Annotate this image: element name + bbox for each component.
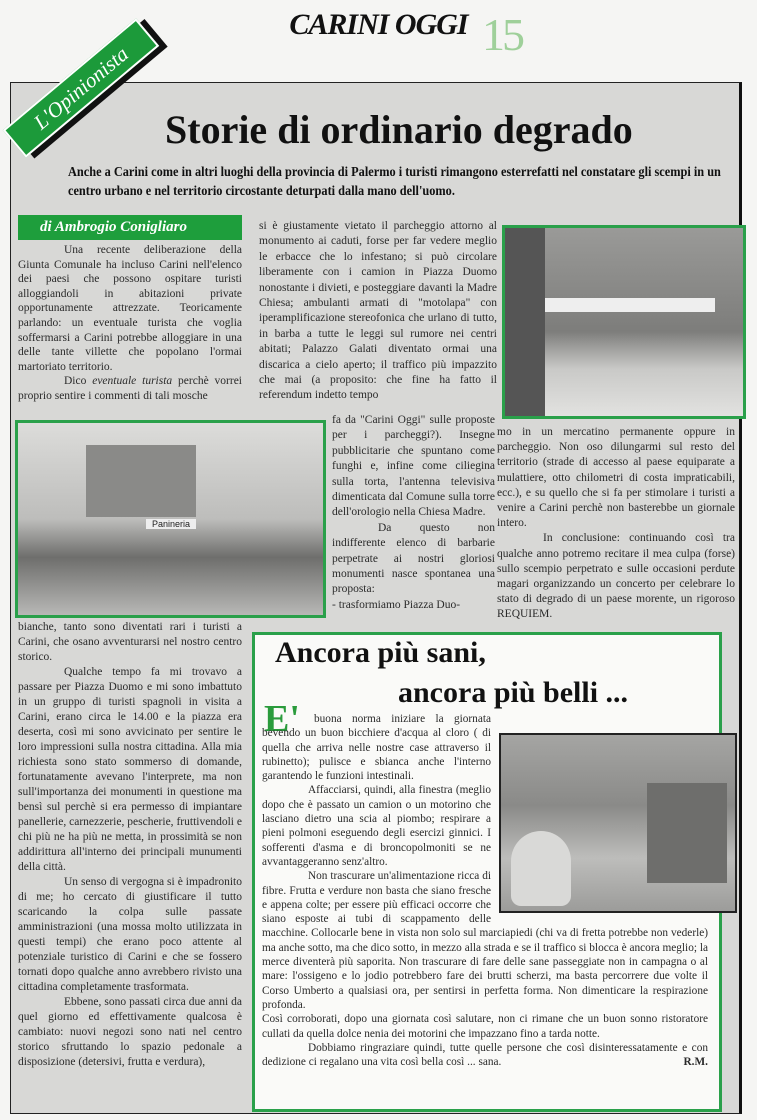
shop-sign: Panineria — [146, 519, 196, 529]
italic-text: eventuale turista — [92, 375, 173, 388]
drop-cap: E' — [264, 698, 300, 740]
sidebar-title-line-1: Ancora più sani, — [275, 636, 486, 669]
paragraph: Ebbene, sono passati circa due anni da quel giorno ed effettivamente qualcosa è cambiato: nuovi negozi sono nati nel centro storico sfruttando lo spazio pedonale a disposizione (detersivi, frutta e verdura), — [18, 996, 242, 1068]
paragraph — [262, 1041, 708, 1070]
mosaic-facade — [86, 445, 196, 517]
paragraph: Affacciarsi, quindi, alla finestra (meglio dopo che è passato un camion o un motorino che lasciano dietro una scia al piombo; respirare a pieni polmoni eseguendo degli esercizi ginnici. I sofferenti d'asma e di broncopolmoniti se ne avvantaggeranno senz'altro. — [262, 784, 491, 868]
column-2-top — [259, 219, 497, 404]
page-number: 15 — [482, 9, 522, 60]
paragraph: Da questo non indifferente elenco di barbarie perpetrate ai nostri gloriosi monumenti nasce spontanea una proposta: — [332, 521, 495, 596]
text: perchè vorrei proprio sentire i commenti di tali mosche — [18, 375, 242, 402]
column-3 — [497, 425, 735, 623]
article-subtitle: Anche a Carini come in altri luoghi della provincia di Palermo i turisti rimangono esterrefatti nel constatare gli scempi in un centro urbano e nel territorio circostante deturpati dalla mano dell'uomo. — [68, 165, 721, 199]
byline: di Ambrogio Conigliaro — [18, 215, 242, 240]
sidebar-text — [262, 712, 708, 1069]
paragraph: Non trascurare un'alimentazione ricca di fibre. Frutta e verdure non basta che siano fresche e appena colte; per essere più efficaci occorre che siano esposte ai tubi di scappamento delle macchine. Collocarle bene in vista non solo sul marciapiedi (chi va di fretta potrebbe non vederle) ma anche sotto, ma che dico sotto, in mezzo alla strada e se il traffico si blocca è ancora meglio; la merce diventerà più saporita. Non trascurare di fare delle sane passeggiate non in campagna o al mare: l'ossigeno e lo jodio potrebbero fare dei brutti scherzi, ma basta percorrere due volte il Corso Umberto a qualsiasi ora, per sentirsi in perfetta forma. Non dimenticare la respirazione profonda. — [262, 870, 708, 1011]
text: Dico — [64, 375, 93, 388]
column-1-bottom — [18, 620, 242, 1070]
paragraph: si è giustamente vietato il parcheggio attorno al monumento ai caduti, forse per far vedere meglio le erbacce che lo infestano; si può circolare liberamente con i camion in Piazza Duomo nonostante i divieti, e posteggiare davanti la Madre Chiesa; ambulanti armati di "motolapa" con iperamplificazione stereofonica che urlano di tutto, in barba a tutte le leggi sul rumore nei centri abitati; Palazzo Galati diventato ormai una discarica a cielo aperto; il traffico più impazzito che mai (a proposito: che fine ha fatto il referendum indetto tempo — [259, 220, 497, 402]
paragraph: fa da "Carini Oggi" sulle proposte per i parcheggi?). Insegne pubblicitarie che spuntano come funghi e, infine come ciliegina sulla torta, l'antenna televisiva dimenticata dal Comune sulla torre dell'orologio nella Chiesa Madre. — [332, 414, 495, 519]
market-awning — [525, 298, 715, 312]
paragraph: mo in un mercatino permanente oppure in parcheggio. Non oso dilungarmi sul resto del territorio (strade di accesso al paese equiparate a mulattiere, otto chilometri di costa impraticabili, ecc.), e su quello che si fa per stimolare i turisti a venire a Carini perchè non basterebbe un giornale intero. — [497, 426, 735, 530]
column-1-top — [18, 243, 242, 404]
building — [505, 228, 545, 416]
article-title: Storie di ordinario degrado — [165, 107, 633, 152]
paragraph: Una recente deliberazione della Giunta Comunale ha incluso Carini nell'elenco dei paesi che possono ospitare turisti alloggiandoli in abitazioni private opportunamente attrezzate. Teoricamente parlando: un eventuale turista che voglia soffermarsi a Carini potrebbe alloggiare in una delle tante villette che popolano l'ormai martoriato territorio. — [18, 244, 242, 373]
girl-face — [511, 831, 571, 906]
paragraph: - trasformiamo Piazza Duo- — [332, 598, 461, 611]
photo-street-girl — [499, 733, 737, 913]
photo-piazza-duomo — [15, 420, 326, 618]
fruit-stand — [647, 783, 727, 883]
paragraph: Così corroborati, dopo una giornata così salutare, non ci rimane che un buon sonno ristoratore cullati da quella dolce nenia dei motorini che impazzano fino a tarda notte. — [262, 1013, 708, 1040]
paragraph: Un senso di vergogna si è impadronito di me; ho cercato di giustificare il tutto scaricando la colpa sulle passate amministrazioni (una mossa molto utilizzata in questi tempi) che erano poco attente al potenziale turistico di Carini e che se fossero tornati dopo qualche anno avrebbero rivisto una cittadina completamente trasformata. — [18, 876, 242, 993]
signature: R.M. — [683, 1056, 708, 1069]
paragraph — [18, 374, 242, 403]
paragraph: Qualche tempo fa mi trovavo a passare per Piazza Duomo e mi sono imbattuto in un gruppo di turisti spagnoli in visita a Carini, erano circa le 14.00 e la piazza era deserta, così mi sono avvicinato per sentire le loro impressioni sulla nostra cittadina. Alla mia richiesta sono stato sommerso di domande, fortunatamente avevano l'interprete, ma non sull'importanza dei monumenti in questione ma bensì sul perchè si era permesso di impiantare panellerie, carnezzerie, pescherie, fruttivendoli e chi più ne ha più ne metta, in prossimità se non addirittura all'interno dei principali munumenti della città. — [18, 666, 242, 873]
text: Dobbiamo ringraziare quindi, tutte quelle persone che così disinteressatamente e con dedizione ci regalano una vita così bella così ... sana. — [262, 1041, 708, 1069]
magazine-title: CARINI OGGI — [289, 8, 468, 41]
photo-street-market — [502, 225, 746, 419]
paragraph: bianche, tanto sono diventati rari i turisti a Carini, che osano avventurarsi nel nostro centro storico. — [18, 621, 242, 663]
section-ribbon: L'Opinionista — [3, 18, 159, 157]
paragraph: buona norma iniziare la giornata bevendo un buon bicchiere d'acqua al cloro ( di quella che arriva nelle nostre case attraverso il rubinetto); pulisce e sbianca anche l'interno garantendo le funzioni intestinali. — [262, 713, 491, 783]
sidebar-title-line-2: ancora più belli ... — [398, 676, 629, 709]
paragraph: In conclusione: continuando così tra qualche anno potremo recitare il mea culpa (forse) sullo scempio perpetrato e sulle occasioni perdute magari organizzando un concerto per celebrare lo stato di degrado di un paese morente, un rigoroso REQUIEM. — [497, 532, 735, 621]
column-2-bottom — [332, 413, 495, 613]
